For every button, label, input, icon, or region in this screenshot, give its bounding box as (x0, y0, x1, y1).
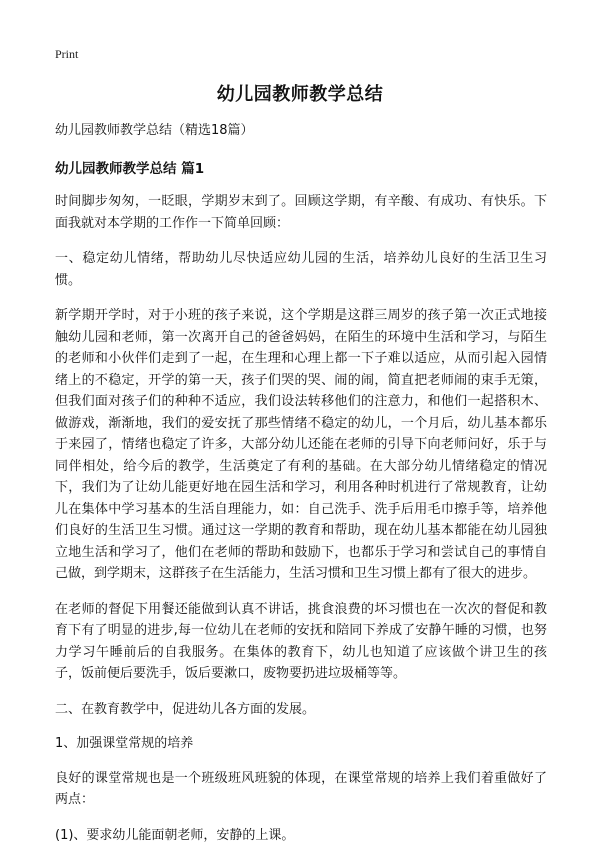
page-title: 幼儿园教师教学总结 (216, 84, 384, 105)
paragraph-routine-detail: 良好的课堂常规也是一个班级班风班貌的体现，在课堂常规的培养上我们着重做好了两点： (55, 770, 547, 807)
document-body (55, 120, 547, 860)
paragraph-meal-habits: 在老师的督促下用餐还能做到认真不讲话，挑食浪费的坏习惯也在一次次的督促和教育下有了明显的进步,每一位幼儿在老师的安抚和陪同下养成了安静午睡的习惯，也努力学习午睡前后的自我服务。在集体的教育下，幼儿也知道了应该做个讲卫生的孩子，饭前便后要洗手，饭后要漱口，废物要扔进垃圾桶等等。 (55, 601, 547, 681)
paragraph-item-one: (1)、要求幼儿能面朝老师，安静的上课。 (55, 827, 295, 843)
paragraph-point-one: 一、稳定幼儿情绪，帮助幼儿尽快适应幼儿园的生活，培养幼儿良好的生活卫生习惯。 (55, 251, 547, 288)
print-link[interactable]: Print (55, 47, 79, 61)
document-subtitle: 幼儿园教师教学总结（精选18篇） (55, 123, 254, 138)
paragraph-new-term: 新学期开学时，对于小班的孩子来说，这个学期是这群三周岁的孩子第一次正式地接触幼儿园和老师，第一次离开自己的爸爸妈妈，在陌生的环境中生活和学习，与陌生的老师和小伙伴们走到了一起，在生理和心理上都一下子难以适应，从而引起入园情绪上的不稳定，开学的第一天，孩子们哭的哭、闹的闹，简直把老师闹的束手无策，但我们面对孩子们的种种不适应，我们设法转移他们的注意力，和他们一起搭积木、做游戏，渐渐地，我们的爱安抚了那些情绪不稳定的幼儿，一个月后，幼儿基本都乐于来园了，情绪也稳定了许多，大部分幼儿还能在老师的引导下向老师问好，乐于与同伴相处，给今后的教学，生活奠定了有利的基础。在大部分幼儿情绪稳定的情况下，我们为了让幼儿能更好地在园生活和学习，利用各种时机进行了常规教育，让幼儿在集体中学习基本的生活自理能力，如：自己洗手、洗手后用毛巾擦手等，培养他们良好的生活卫生习惯。通过这一学期的教育和帮助，现在幼儿基本都能在幼儿园独立地生活和学习了，他们在老师的帮助和鼓励下，也都乐于学习和尝试自己的事情自己做，到学期末，这群孩子在生活能力，生活习惯和卫生习惯上都有了很大的进步。 (55, 308, 547, 581)
paragraph-point-two: 二、在教育教学中，促进幼儿各方面的发展。 (55, 701, 316, 717)
paragraph-classroom-routine: 1、加强课堂常规的培养 (55, 736, 194, 751)
section-heading: 幼儿园教师教学总结 篇1 (55, 161, 205, 177)
paragraph-intro: 时间脚步匆匆，一眨眼，学期岁末到了。回顾这学期，有辛酸、有成功、有快乐。下面我就对本学期的工作作一下简单回顾： (55, 194, 547, 231)
